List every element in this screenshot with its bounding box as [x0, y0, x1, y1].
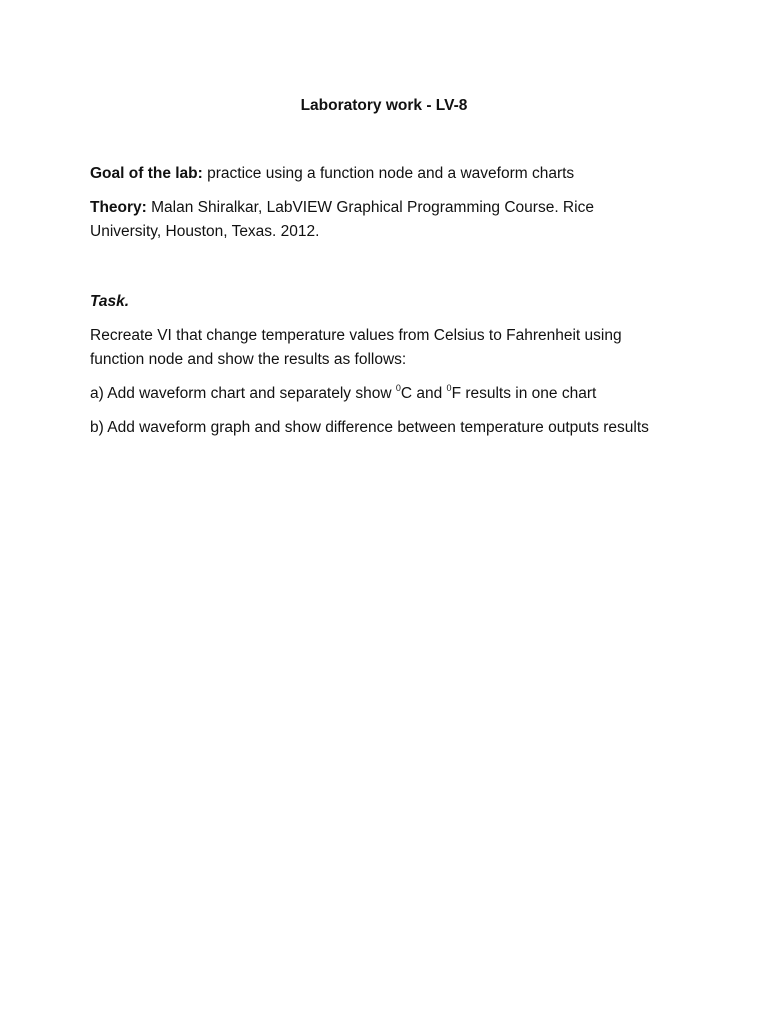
- goal-paragraph: [90, 162, 660, 186]
- task-item-b: b) Add waveform graph and show difference between temperature outputs results: [90, 419, 649, 436]
- theory-label: Theory:: [90, 199, 147, 216]
- task-item-a-text-2: C and: [400, 385, 447, 402]
- goal-text: practice using a function node and a waveform charts: [202, 165, 575, 182]
- task-intro: Recreate VI that change temperature values from Celsius to Fahrenheit using function node and show the results as follows:: [90, 327, 622, 368]
- degree-superscript-fahrenheit: 0: [446, 383, 452, 393]
- theory-paragraph: [90, 196, 660, 244]
- degree-superscript-celsius: 0: [395, 383, 401, 393]
- task-heading-suffix: .: [124, 293, 130, 310]
- goal-label: Goal of the lab:: [90, 165, 203, 182]
- task-heading: [90, 290, 660, 314]
- document-title: Laboratory work - LV-8: [300, 97, 468, 114]
- task-heading-text: Task: [90, 293, 125, 310]
- task-item-a: [90, 382, 660, 406]
- theory-text: Malan Shiralkar, LabVIEW Graphical Programming Course. Rice University, Houston, Texas. 2012.: [90, 199, 594, 240]
- task-item-a-text-1: a) Add waveform chart and separately show: [90, 385, 396, 402]
- task-item-a-text-3: F results in one chart: [451, 385, 597, 402]
- document-content: [90, 94, 660, 450]
